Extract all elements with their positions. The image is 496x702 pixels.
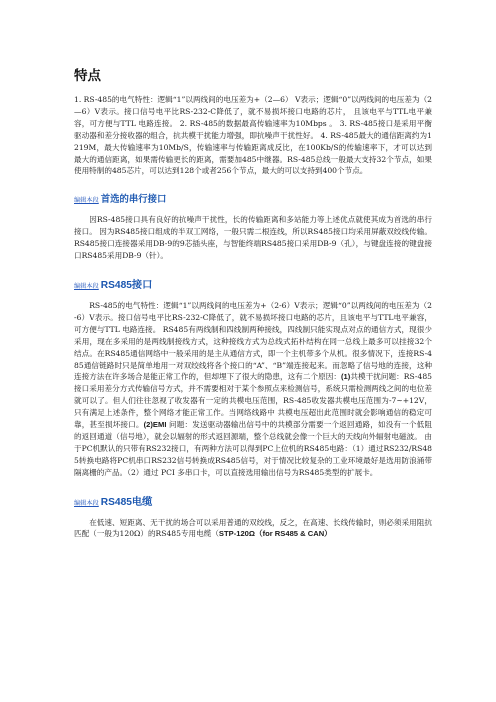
serial-title: 首选的串行接口 (100, 194, 167, 206)
edit-section-link[interactable]: 编辑本段 (74, 499, 99, 507)
features-title: 特点 (74, 68, 101, 84)
cable-text: 在低速、短距离、无干扰的场合可以采用普通的双绞线，反之，在高速、长线传输时，则必须采用阻抗匹配（一般为120Ω）的RS485专用电缆（ (74, 517, 432, 539)
interface-text-c: 问题：发送驱动器输出信号中的共模部分需要一个返回通路，如没有一个低阻的返回通道（信号地），就会以辐射的形式返回源端，整个总线就会像一个巨大的天线向外辐射电磁波。 由于PC机默认的只带有RS232接口，有两种方法可以得到PC上位机的RS485电路：（1）通过RS232/RS485转换电路将PC机串口RS232信号转换成RS485信号，对于情况比较复杂的工业环境最好是选用防浪涌带隔离栅的产品。（2）通过 PCI 多串口卡，可以直接选用输出信号为RS485类型的扩展卡。 (74, 420, 432, 477)
edit-section-link[interactable]: 编辑本段 (74, 282, 99, 290)
interface-paragraph (74, 300, 432, 479)
cable-heading (74, 493, 432, 508)
interface-text-b: 共模干扰问题：RS-485接口采用差分方式传输信号方式，并不需要相对于某个参照点来检测信号，系统只需检测两线之间的电位差就可以了。但人们往往忽视了收发器有一定的共模电压范围，RS-485收发器共模电压范围为-7~+12V，只有满足上述条件，整个网络才能正常工作。当网络线路中 共模电压超出此范围时就会影响通信的稳定可靠，甚至损坏接口。 (74, 372, 432, 430)
interface-heading (74, 276, 432, 291)
cause-1-label: (1) (341, 372, 351, 382)
cable-paragraph (74, 517, 432, 541)
cause-2-label: (2)EMI (143, 420, 167, 430)
serial-heading (74, 191, 432, 205)
edit-section-link[interactable]: 编辑本段 (74, 197, 99, 205)
serial-paragraph: 因RS-485接口具有良好的抗噪声干扰性，长的传输距离和多站能力等上述优点就使其成为首选的串行接口。 因为RS485接口组成的半双工网络，一般只需二根连线，所以RS485接口均采用屏蔽双绞线传输。 RS485接口连接器采用DB-9的9芯插头座，与智能终端RS485接口采用DB-9（孔），与键盘连接的键盘接口RS485采用DB-9（针）。 (74, 215, 432, 261)
cable-title: RS485电缆 (100, 496, 153, 508)
features-paragraph: 1. RS-485的电气特性：逻辑“1”以两线间的电压差为+（2—6） V表示；逻辑“0”以两线间的电压差为（2—6）V表示。接口信号电平比RS-232-C降低了，就不易损坏接口电路的芯片， 且该电平与TTL电平兼容，可方便与TTL 电路连接。 2. RS-485的数据最高传输速率为10Mbps 。 3. RS-485接口是采用平衡驱动器和差分接收器的组合，抗共模干扰能力增强，即抗噪声干扰性好。 4. RS-485最大的通信距离约为1219M，最大传输速率为10Mb/S，传输速率与传输距离成反比，在100Kb/S的传输速率下，才可以达到最大的通信距离，如果需传输更长的距离，需要加485中继器。RS-485总线一般最大支持32个节点，如果使用特制的485芯片，可以达到128个或者256个节点，最大的可以支持到400个节点。 (74, 95, 432, 176)
interface-text-a: RS-485的电气特性：逻辑“1”以两线间的电压差为+（2-6）V表示；逻辑“0”以两线间的电压差为（2-6）V表示。接口信号电平比RS-232-C降低了，就不易损坏接口电路的芯片，且该电平与TTL电平兼容，可方便与TTL 电路连接。 RS485有两线制和四线制两种接线，四线制只能实现点对点的通信方式，现很少采用，现在多采用的是两线制接线方式，这种接线方式为总线式拓朴结构在同一总线上最多可以挂接32个结点。在RS485通信网络中一般采用的是主从通信方式，即一个主机带多个从机。很多情况下，连接RS-485通信链路时只是简单地用一对双绞线将各个接口的“A”、“B”端连接起来。而忽略了信号地的连接，这种连接方法在许多场合是能正常工作的，但却埋下了很大的隐患，这有二个原因： (74, 300, 432, 382)
cable-model: STP-120Ω（for RS485 & CAN） (218, 529, 332, 539)
interface-title: RS485接口 (100, 279, 153, 291)
